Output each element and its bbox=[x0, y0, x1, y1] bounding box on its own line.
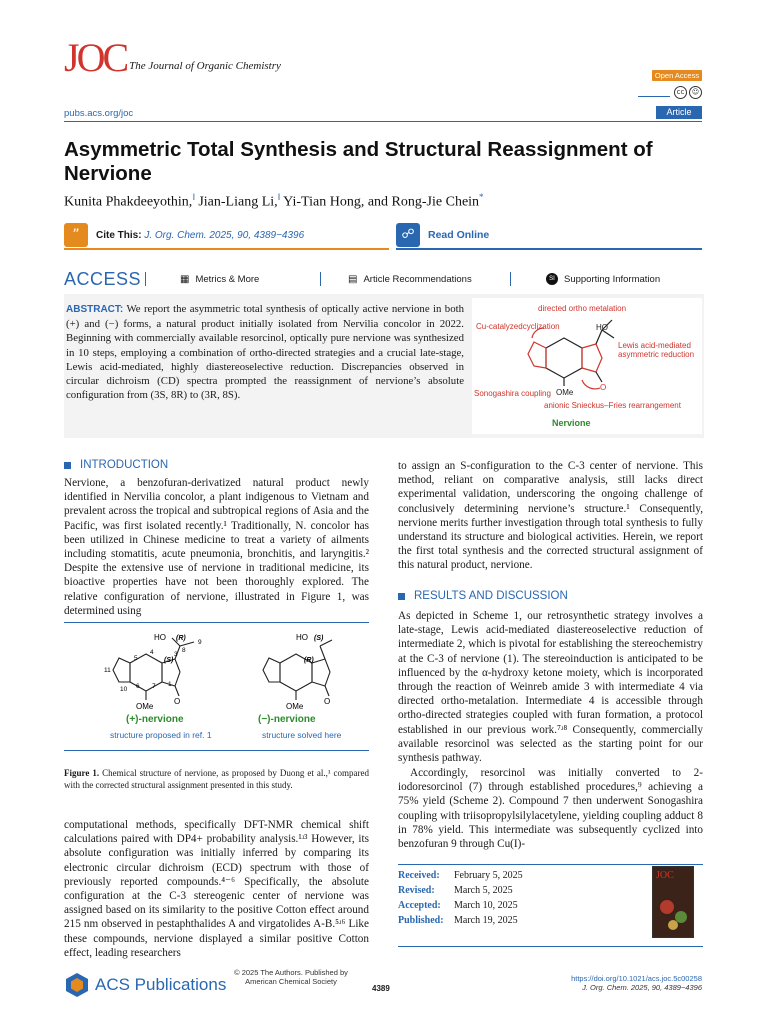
abstract-label: ABSTRACT: bbox=[66, 304, 124, 315]
toc-compound-name: Nervione bbox=[552, 418, 591, 428]
cover-image bbox=[653, 867, 694, 938]
figure-caption-text: Chemical structure of nervione, as proposed by Duong et al.,¹ compared with the corrected structural assignment presented in this study. bbox=[64, 768, 370, 790]
acs-hexagon-icon bbox=[64, 972, 90, 998]
left-s-label: (S) bbox=[164, 657, 174, 664]
cite-label: Cite This: bbox=[96, 229, 142, 241]
metrics-link[interactable] bbox=[180, 274, 259, 285]
atom-number: 5 bbox=[134, 655, 138, 662]
toc-label-sonogashira: Sonogashira coupling bbox=[474, 389, 551, 398]
abstract-body: We report the asymmetric total synthesis of optically active nervione in both (+) and (−) forms, a natural product initially isolated from Nervilia concolor in 2022. Beginning with commercially available resorcinol, optically pure nervione was synthesized in 10 steps, employing a combination of ortho-directed strategies and a crucial late-stage, Lewis acid-mediated, highly diastereoselective reduction. Discrepancies observed in circular dichroism (CD) spectra prompted the reassignment of nervione’s absolute configuration from (3S, 8R) to (3R, 8S). bbox=[66, 303, 465, 402]
globe-icon: ☍ bbox=[396, 223, 420, 247]
introduction-paragraph: Nervione, a benzofuran-derivatized natural product newly identified in Nervilia concolor, a plant indigenous to Vietnam and prevalent across the tropical and subtropical regions of Asia and the Pacific, was first isolated recently.¹ Traditionally, N. concolor has been utilized in Chinese medicine to treat a variety of ailments including stomatitis, acute pneumonia, bronchitis, and laryngitis.² Despite the extensive use of nervione in traditional medicine, its bioactive properties have not been thoroughly explored. The relative configuration of nervione, illustrated in Figure 1, was determined using bbox=[64, 477, 369, 617]
right-ho: HO bbox=[296, 633, 308, 642]
access-divider bbox=[145, 272, 146, 286]
cite-underline bbox=[64, 248, 389, 250]
right-ome: OMe bbox=[286, 702, 304, 711]
footer-journal-reference: J. Org. Chem. 2025, 90, 4389−4396 bbox=[582, 983, 702, 992]
results-paragraph-2: Accordingly, resorcinol was initially converted to 2-iodoresorcinol (7) through established procedures,⁹ achieving a 75% yield (Scheme 2). Compound 7 then underwent Sonogashira coupling with triisopropylsilylacetylene, yielding coupling adduct 8 in 78% yield. This intermediate was subsequently cyclized into benzofuran 9 through Cu(I)- bbox=[398, 767, 703, 851]
metrics-label: Metrics & More bbox=[195, 273, 260, 285]
results-heading bbox=[398, 590, 568, 602]
figure-1-structures bbox=[64, 624, 369, 748]
right-compound-note: structure solved here bbox=[262, 730, 342, 740]
figure-1-caption bbox=[64, 768, 369, 791]
journal-name: The Journal of Organic Chemistry bbox=[129, 60, 281, 72]
figure-caption-label: Figure 1. bbox=[64, 768, 100, 778]
dates-top-rule bbox=[398, 864, 703, 865]
date-key: Accepted: bbox=[398, 900, 441, 911]
author-list bbox=[64, 192, 484, 211]
supporting-info-label: Supporting Information bbox=[564, 273, 661, 285]
toc-label-snieckus: anionic Snieckus–Fries rearrangement bbox=[544, 401, 681, 410]
site-url-link[interactable]: pubs.acs.org/joc bbox=[64, 108, 134, 119]
introduction-paragraph-continued: computational methods, specifically DFT-NMR chemical shift calculations paired with DP4+ probability analysis.¹ʴ³ However, its absolute configuration was initially inferred by comparing its electronic circular dichroism (ECD) spectrum with those of previously reported compounds.⁴⁻⁶ Specifically, the absolute configuration at the C-3 stereogenic center of nervione was assigned based on its similarity to the positive Cotton effect around 215 nm observed in pestaphthalides A and virgatolides A-B.⁵ʴ⁶ Like these compounds, nervione displayed a similar positive Cotton effect, leading researchers bbox=[64, 819, 369, 959]
author-name[interactable]: Yi-Tian Hong, and Rong-Jie Chein bbox=[283, 194, 480, 210]
toc-o-label: O bbox=[600, 383, 607, 392]
access-bar bbox=[64, 266, 704, 292]
author-name[interactable]: Jian-Liang Li, bbox=[198, 194, 278, 210]
left-compound-label: (+)-nervione bbox=[126, 714, 184, 725]
right-s-label: (S) bbox=[314, 635, 324, 642]
atom-number: 3 bbox=[174, 651, 178, 658]
date-row bbox=[398, 868, 523, 883]
article-title: Asymmetric Total Synthesis and Structural Reassignment of Nervione bbox=[64, 138, 653, 185]
bar-chart-icon: ▦ bbox=[180, 273, 190, 285]
journal-cover-thumbnail[interactable] bbox=[652, 866, 694, 938]
section-square-icon bbox=[64, 462, 71, 469]
date-value: February 5, 2025 bbox=[454, 870, 523, 881]
toc-structure-diagram bbox=[472, 298, 702, 434]
journal-logo-letters: JOC bbox=[64, 35, 127, 80]
atom-number: 11 bbox=[104, 667, 111, 674]
read-online-underline bbox=[396, 248, 702, 250]
date-value: March 19, 2025 bbox=[454, 915, 518, 926]
toc-graphic[interactable] bbox=[472, 298, 702, 434]
section-square-icon bbox=[398, 593, 405, 600]
open-access-divider bbox=[638, 96, 670, 97]
date-row bbox=[398, 913, 523, 928]
toc-label-cu-cyclization: Cu-catalyzedcyclization bbox=[476, 322, 560, 331]
date-value: March 5, 2025 bbox=[454, 885, 513, 896]
date-value: March 10, 2025 bbox=[454, 900, 518, 911]
left-ho: HO bbox=[154, 633, 166, 642]
right-compound-label: (−)-nervione bbox=[258, 714, 316, 725]
acs-publications-text: ACS Publications bbox=[95, 975, 227, 994]
toc-label-lewis-acid: Lewis acid-mediated bbox=[618, 341, 691, 350]
affiliation-mark: ‖ bbox=[192, 192, 195, 202]
acs-publications-logo[interactable] bbox=[64, 972, 226, 998]
read-online-label: Read Online bbox=[428, 229, 490, 241]
toc-label-directed-ortho: directed ortho metalation bbox=[538, 304, 627, 313]
doi-link[interactable]: https://doi.org/10.1021/acs.joc.5c00258 bbox=[571, 974, 702, 983]
document-list-icon: ▤ bbox=[348, 273, 358, 285]
recommendations-link[interactable] bbox=[348, 274, 472, 285]
author-name[interactable]: Kunita Phakdeeyothin, bbox=[64, 194, 193, 210]
left-r-label: (R) bbox=[176, 635, 186, 642]
header-divider bbox=[64, 121, 702, 122]
creative-commons-icon[interactable]: cc bbox=[674, 86, 687, 99]
access-separator bbox=[320, 272, 321, 286]
read-online-button[interactable] bbox=[396, 222, 489, 248]
quote-icon: ” bbox=[64, 223, 88, 247]
publication-dates bbox=[398, 868, 523, 928]
affiliation-mark: ‖ bbox=[277, 192, 281, 202]
date-key: Received: bbox=[398, 870, 440, 881]
attribution-icon[interactable]: ☺ bbox=[689, 86, 702, 99]
introduction-paragraph-right: to assign an S-configuration to the C-3 center of nervione. This method, reliant on comparative analysis, still lacks direct experimental validation, underscoring the ongoing challenge of conclusively determining nervione’s structure.¹ Consequently, nervione merits further investigation through total synthesis to fully understand its structure and biological activities. Herein, we report the first total synthesis and the corrected structural assignment of this natural product, nervione. bbox=[398, 460, 703, 572]
corresponding-mark: * bbox=[479, 192, 484, 202]
date-key: Revised: bbox=[398, 885, 435, 896]
left-carbonyl-o: O bbox=[174, 697, 181, 706]
cite-this-box[interactable] bbox=[64, 222, 389, 248]
date-key: Published: bbox=[398, 915, 444, 926]
atom-number: 4 bbox=[150, 649, 154, 656]
article-type-badge: Article bbox=[656, 106, 702, 119]
right-molecule bbox=[263, 640, 332, 700]
supporting-info-icon: SI bbox=[546, 273, 558, 285]
open-access-badge: Open Access bbox=[652, 70, 702, 81]
introduction-heading bbox=[64, 459, 168, 471]
atom-number: 7 bbox=[152, 683, 156, 690]
date-row bbox=[398, 898, 523, 913]
right-carbonyl-o: O bbox=[324, 697, 331, 706]
access-separator bbox=[510, 272, 511, 286]
toc-ho-label: HO bbox=[596, 323, 608, 332]
introduction-title: INTRODUCTION bbox=[80, 459, 169, 471]
copyright-line: © 2025 The Authors. Published by bbox=[234, 968, 348, 977]
atom-number: 10 bbox=[120, 686, 128, 693]
supporting-info-link[interactable] bbox=[546, 273, 660, 285]
results-paragraph: As depicted in Scheme 1, our retrosynthetic strategy involves a late-stage, Lewis acid-mediated diastereoselective reduction of intermediate 2, which is pivotal for establishing the stereochemistry at the C-3 of nervione (1). The stereoinduction is anticipated to be influenced by the α-hydroxy ketone moiety, which is incorporated through the reaction of Weinreb amide 3 with intermediate 4 via directed ortho-metalation. Intermediate 4 is accessible through ortho-directed strategies coupled with furan formation, a protocol established in our previous work.⁷ʴ⁸ Consequently, commercially available resorcinol was selected as the starting point for our synthesis pathway. bbox=[398, 610, 703, 765]
dates-bottom-rule bbox=[398, 946, 703, 947]
figure-bottom-rule bbox=[64, 750, 369, 751]
cover-logo: JOC bbox=[656, 870, 674, 881]
copyright-line: American Chemical Society bbox=[245, 977, 337, 986]
atom-number: 9 bbox=[198, 639, 202, 646]
access-label: ACCESS bbox=[64, 268, 142, 289]
results-title: RESULTS AND DISCUSSION bbox=[414, 590, 568, 602]
page-number: 4389 bbox=[372, 984, 390, 993]
journal-logo[interactable] bbox=[64, 35, 281, 80]
doi-block bbox=[540, 974, 702, 992]
left-ome: OMe bbox=[136, 702, 154, 711]
atom-number: 6 bbox=[136, 683, 140, 690]
date-row bbox=[398, 883, 523, 898]
right-r-label: (R) bbox=[304, 657, 314, 664]
left-compound-note: structure proposed in ref. 1 bbox=[110, 730, 212, 740]
figure-1[interactable] bbox=[64, 624, 369, 748]
copyright-notice bbox=[226, 968, 356, 986]
toc-ome-label: OMe bbox=[556, 388, 574, 397]
license-icons[interactable] bbox=[674, 86, 702, 99]
abstract bbox=[66, 302, 464, 402]
recommendations-label: Article Recommendations bbox=[363, 273, 472, 285]
toc-label-asymmetric: asymmetric reduction bbox=[618, 350, 695, 359]
cite-text bbox=[96, 230, 304, 241]
atom-number: 1 bbox=[168, 681, 172, 688]
figure-top-rule bbox=[64, 622, 369, 623]
atom-number: 8 bbox=[182, 647, 186, 654]
cite-reference-link[interactable]: J. Org. Chem. 2025, 90, 4389−4396 bbox=[144, 229, 305, 241]
